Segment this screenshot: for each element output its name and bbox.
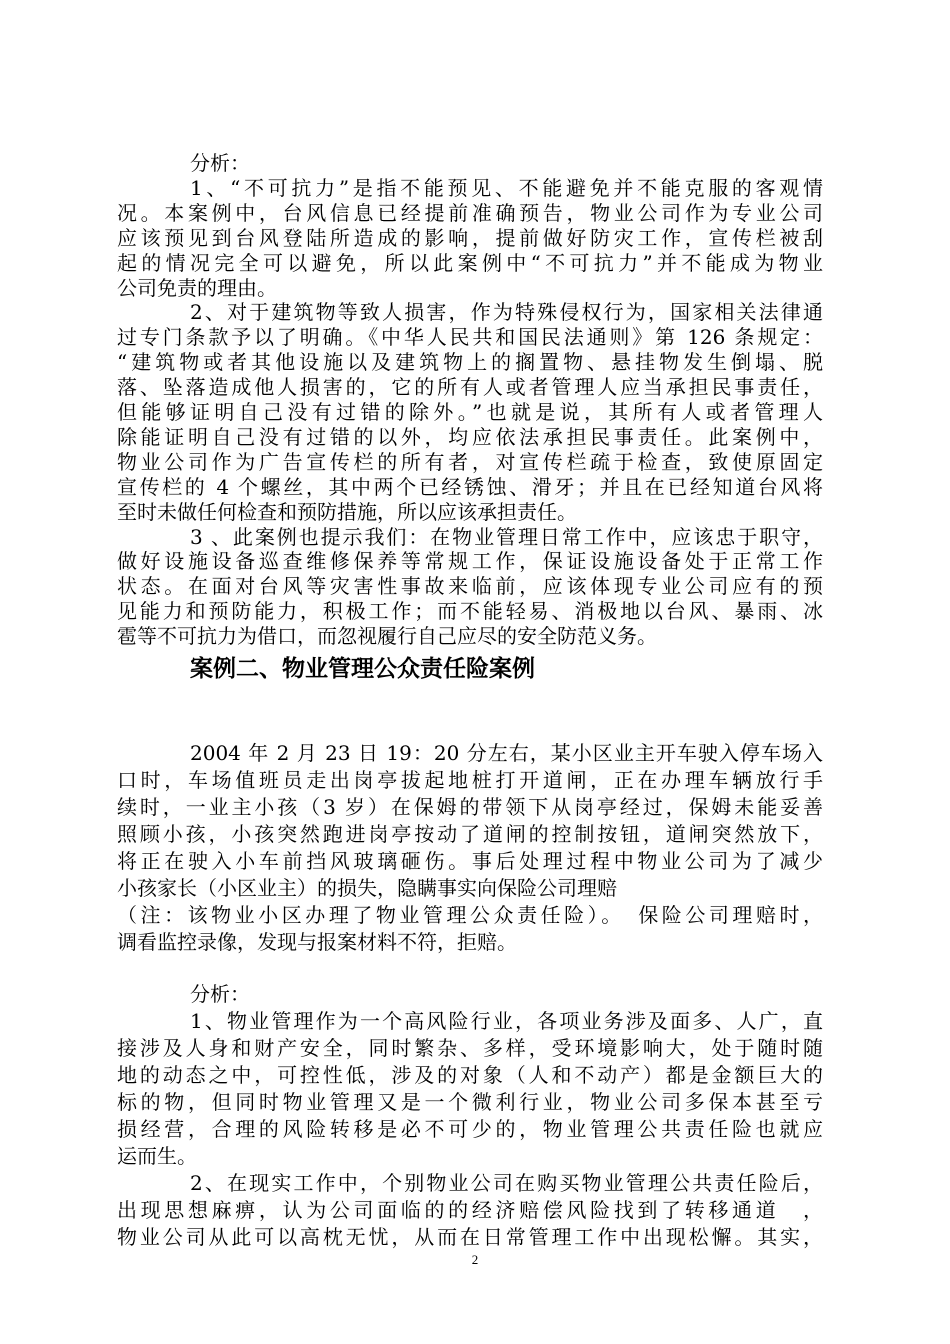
paragraph-line: 分析： (190, 151, 250, 175)
paragraph-line: （注：该物业小区办理了物业管理公众责任险）。 保险公司理赔时， (117, 903, 823, 927)
paragraph-line: 过专门条款予以了明确。《中华人民共和国民法通则》第 126 条规定： (117, 325, 823, 350)
paragraph-line: 分析： (190, 982, 250, 1006)
paragraph-line: 接涉及人身和财产安全，同时繁杂、多样，受环境影响大，处于随时随 (117, 1036, 823, 1060)
page-number: 2 (471, 1252, 479, 1267)
paragraph-line: 至时未做任何检查和预防措施，所以应该承担责任。 (117, 499, 577, 524)
paragraph-line: 运而生。 (117, 1144, 197, 1168)
paragraph-line: 小孩家长（小区业主）的损失，隐瞒事实向保险公司理赔 (117, 876, 617, 900)
paragraph-line: 落、坠落造成他人损害的，它的所有人或者管理人应当承担民事责任， (117, 375, 823, 400)
paragraph-line: 做好设施设备巡查维修保养等常规工作，保证设施设备处于正常工作 (117, 549, 823, 574)
paragraph-line: 公司免责的理由。 (117, 275, 277, 300)
paragraph-line: 2、在现实工作中，个别物业公司在购买物业管理公共责任险后， (190, 1171, 823, 1195)
paragraph-line: 2004 年 2 月 23 日 19：20 分左右，某小区业主开车驶入停车场入 (190, 741, 823, 765)
paragraph-line: 照顾小孩，小孩突然跑进岗亭按动了道闸的控制按钮，道闸突然放下， (117, 822, 823, 846)
paragraph-line: 出现思想麻痹，认为公司面临的的经济赔偿风险找到了转移通道 ， (117, 1198, 823, 1222)
paragraph-line: 2、对于建筑物等致人损害，作为特殊侵权行为，国家相关法律通 (190, 300, 823, 325)
paragraph-line: 物业公司作为广告宣传栏的所有者，对宣传栏疏于检查，致使原固定 (117, 449, 823, 474)
paragraph-line: 物业公司从此可以高枕无忧，从而在日常管理工作中出现松懈。其实， (117, 1225, 823, 1249)
section-heading: 案例二、物业管理公众责任险案例 (190, 656, 535, 682)
paragraph-line: 调看监控录像，发现与报案材料不符，拒赔。 (117, 930, 517, 954)
paragraph-line: 地的动态之中，可控性低，涉及的对象（人和不动产）都是金额巨大的 (117, 1063, 823, 1087)
paragraph-line: 除能证明自己没有过错的以外，均应依法承担民事责任。此案例中， (117, 424, 823, 449)
paragraph-line: 见能力和预防能力，积极工作；而不能轻易、消极地以台风、暴雨、冰 (117, 599, 823, 624)
paragraph-line: 况。本案例中，台风信息已经提前准确预告，物业公司作为专业公司 (117, 200, 823, 225)
paragraph-line: 应该预见到台风登陆所造成的影响，提前做好防灾工作，宣传栏被刮 (117, 225, 823, 250)
paragraph-line: 1、“不可抗力”是指不能预见、不能避免并不能克服的客观情 (190, 175, 823, 200)
paragraph-line: 3 、此案例也提示我们：在物业管理日常工作中，应该忠于职守， (190, 524, 823, 549)
paragraph-line: 但能够证明自己没有过错的除外。”也就是说，其所有人或者管理人 (117, 400, 823, 424)
paragraph-line: 将正在驶入小车前挡风玻璃砸伤。事后处理过程中物业公司为了减少 (117, 849, 823, 873)
paragraph-line: 标的物，但同时物业管理又是一个微利行业，物业公司多保本甚至亏 (117, 1090, 823, 1114)
paragraph-line: 1、物业管理作为一个高风险行业，各项业务涉及面多、人广，直 (190, 1009, 823, 1033)
paragraph-line: 损经营，合理的风险转移是必不可少的，物业管理公共责任险也就应 (117, 1117, 823, 1141)
paragraph-line: 状态。在面对台风等灾害性事故来临前，应该体现专业公司应有的预 (117, 574, 823, 599)
paragraph-line: 雹等不可抗力为借口，而忽视履行自己应尽的安全防范义务。 (117, 624, 657, 649)
paragraph-line: 口时，车场值班员走出岗亭拔起地桩打开道闸，正在办理车辆放行手 (117, 768, 823, 792)
paragraph-line: 续时，一业主小孩（3 岁）在保姆的带领下从岗亭经过，保姆未能妥善 (117, 795, 823, 819)
paragraph-line: 起的情况完全可以避免，所以此案例中“不可抗力”并不能成为物业 (117, 250, 823, 275)
paragraph-line: “建筑物或者其他设施以及建筑物上的搁置物、悬挂物发生倒塌、脱 (117, 350, 823, 375)
paragraph-line: 宣传栏的 4 个螺丝，其中两个已经锈蚀、滑牙；并且在已经知道台风将 (117, 474, 823, 499)
